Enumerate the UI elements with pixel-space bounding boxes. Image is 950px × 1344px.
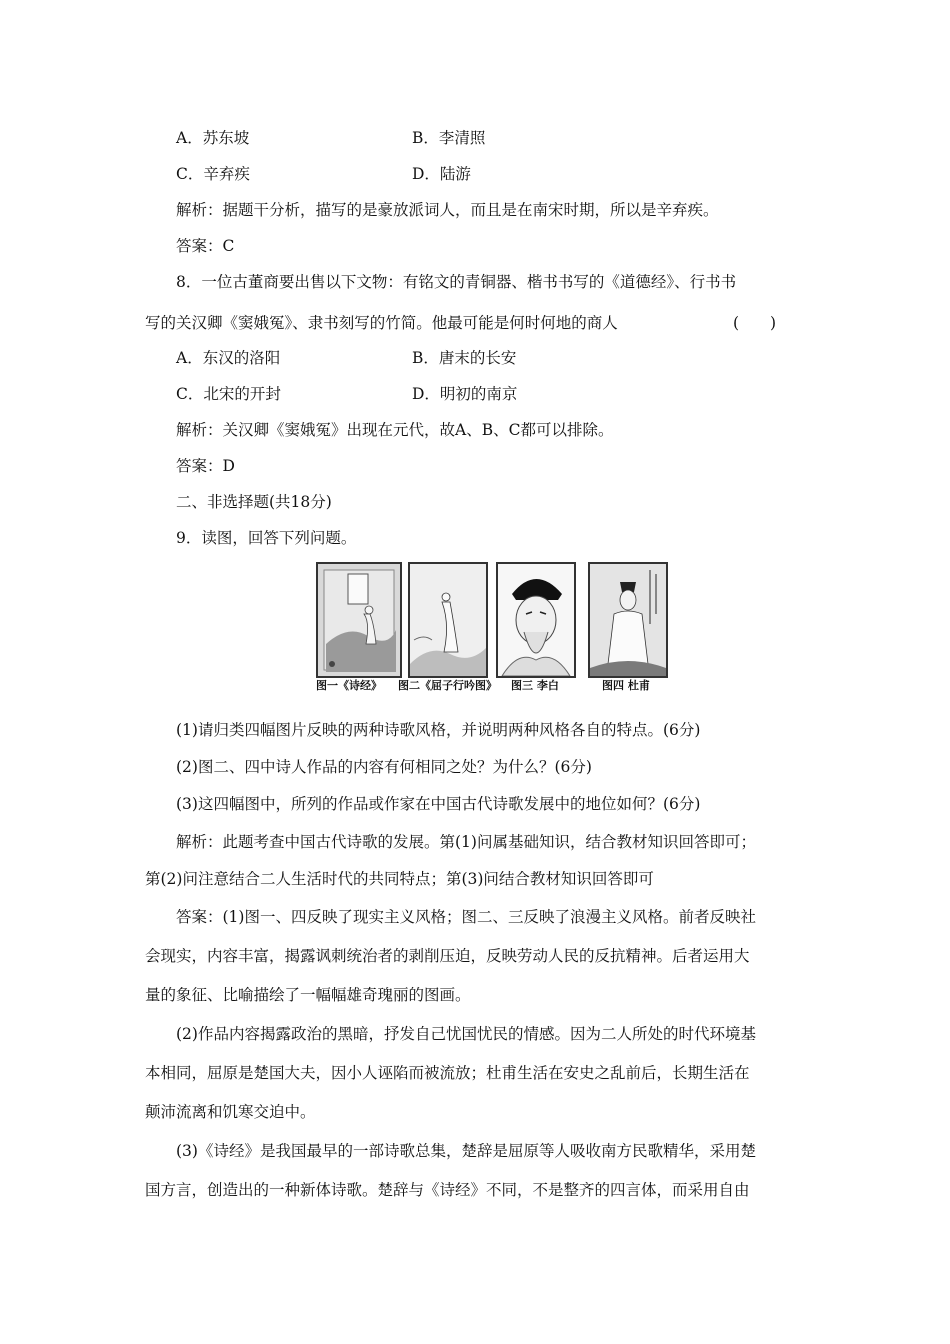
q8-option-b: B．唐末的长安	[412, 349, 517, 367]
q8-option-d: D．明初的南京	[412, 385, 518, 403]
q8-answer: 答案：D	[176, 457, 235, 475]
q7-option-d: D．陆游	[412, 165, 471, 183]
q8-option-c: C．北宋的开封	[176, 385, 281, 403]
q9-sub3: (3)这四幅图中，所列的作品或作家在中国古代诗歌发展中的地位如何？(6分)	[176, 795, 701, 813]
q9-analysis-line1: 解析：此题考查中国古代诗歌的发展。第(1)问属基础知识，结合教材知识回答即可；	[176, 833, 756, 851]
figure-caption-3: 图三 李白	[511, 679, 559, 692]
q9-answer2-line1: (2)作品内容揭露政治的黑暗，抒发自己忧国忧民的情感。因为二人所处的时代环境基	[176, 1025, 756, 1043]
q7-answer: 答案：C	[176, 237, 235, 255]
q9-answer3-line2: 国方言，创造出的一种新体诗歌。楚辞与《诗经》不同，不是整齐的四言体，而采用自由	[145, 1181, 750, 1199]
q9-answer3-line1: (3)《诗经》是我国最早的一部诗歌总集，楚辞是屈原等人吸收南方民歌精华，采用楚	[176, 1142, 756, 1160]
q9-answer2-line3: 颠沛流离和饥寒交迫中。	[145, 1103, 316, 1121]
figure-shijing-image	[316, 562, 402, 678]
q7-analysis: 解析：据题干分析，描写的是豪放派词人，而且是在南宋时期，所以是辛弃疾。	[176, 201, 719, 219]
q8-option-a: A．东汉的洛阳	[176, 349, 281, 367]
figure-caption-1: 图一《诗经》	[316, 679, 382, 692]
q9-stem: 9．读图，回答下列问题。	[176, 529, 357, 547]
figure-quzi-image	[408, 562, 488, 678]
figure-caption-4: 图四 杜甫	[602, 679, 650, 692]
q9-answer2-line2: 本相同，屈原是楚国大夫，因小人诬陷而被流放；杜甫生活在安史之乱前后，长期生活在	[145, 1064, 750, 1082]
q9-answer1-line3: 量的象征、比喻描绘了一幅幅雄奇瑰丽的图画。	[145, 986, 471, 1004]
q7-option-c: C．辛弃疾	[176, 165, 250, 183]
figure-libai-image	[496, 562, 576, 678]
q7-option-b: B．李清照	[412, 129, 486, 147]
q9-analysis-line2: 第(2)问注意结合二人生活时代的共同特点；第(3)问结合教材知识回答即可	[145, 870, 654, 888]
q9-figures	[314, 562, 670, 696]
q8-answer-paren: ( )	[733, 314, 777, 332]
q7-option-a: A．苏东坡	[176, 129, 250, 147]
q9-answer1-line2: 会现实，内容丰富，揭露讽刺统治者的剥削压迫，反映劳动人民的反抗精神。后者运用大	[145, 947, 750, 965]
q8-stem-line2: 写的关汉卿《窦娥冤》、隶书刻写的竹简。他最可能是何时何地的商人	[145, 314, 618, 332]
q9-sub2: (2)图二、四中诗人作品的内容有何相同之处？为什么？(6分)	[176, 758, 592, 776]
figure-dufu-image	[588, 562, 668, 678]
q8-analysis: 解析：关汉卿《窦娥冤》出现在元代，故A、B、C都可以排除。	[176, 421, 614, 439]
q8-stem-line1: 8．一位古董商要出售以下文物：有铭文的青铜器、楷书书写的《道德经》、行书书	[176, 273, 737, 291]
q9-sub1: (1)请归类四幅图片反映的两种诗歌风格，并说明两种风格各自的特点。(6分)	[176, 721, 701, 739]
figure-caption-2: 图二《屈子行吟图》	[398, 679, 497, 692]
q9-answer1-line1: 答案：(1)图一、四反映了现实主义风格；图二、三反映了浪漫主义风格。前者反映社	[176, 908, 756, 926]
section-title: 二、非选择题(共18分)	[176, 493, 332, 511]
